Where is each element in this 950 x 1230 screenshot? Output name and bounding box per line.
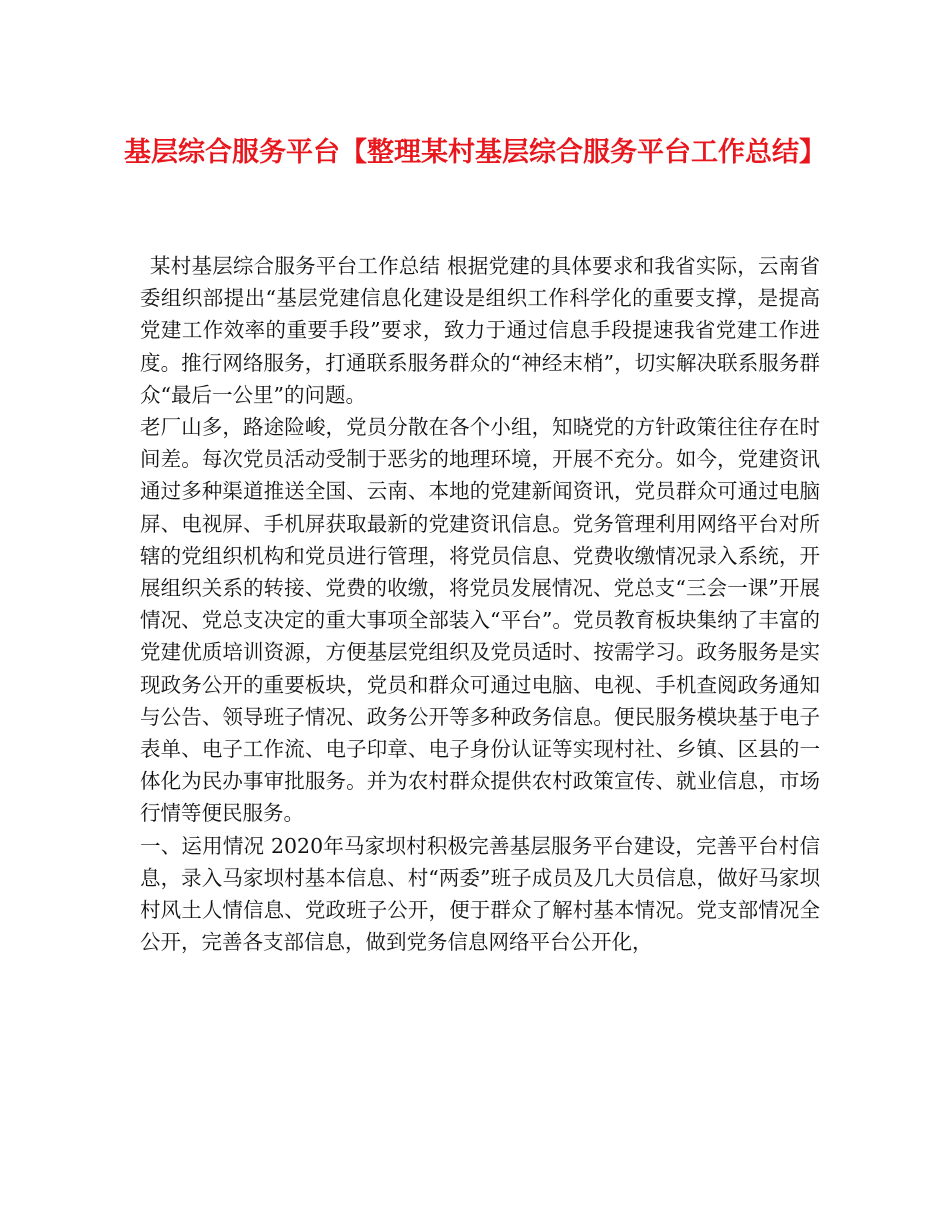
paragraph-laochang: 老厂山多，路途险峻，党员分散在各个小组，知晓党的方针政策往往存在时间差。每次党员活动受制于恶劣的地理环境，开展不充分。如今，党建资讯通过多种渠道推送全国、云南、本地的党建新闻资讯，党员群众可通过电脑屏、电视屏、手机屏获取最新的党建资讯信息。党务管理利用网络平台对所辖的党组织机构和党员进行管理，将党员信息、党费收缴情况录入系统，开展组织关系的转接、党费的收缴，将党员发展情况、党总支“三会一课”开展情况、党总支决定的重大事项全部装入“平台”。党员教育板块集纳了丰富的党建优质培训资源，方便基层党组织及党员适时、按需学习。政务服务是实现政务公开的重要板块，党员和群众可通过电脑、电视、手机查阅政务通知与公告、领导班子情况、政务公开等多种政务信息。便民服务模块基于电子表单、电子工作流、电子印章、电子身份认证等实现村社、乡镇、区县的一体化为民办事审批服务。并为农村群众提供农村政策宣传、就业信息，市场行情等便民服务。 (140, 415, 820, 826)
document-title: 基层综合服务平台【整理某村基层综合服务平台工作总结】 (124, 137, 826, 168)
document-body (140, 250, 820, 958)
paragraph-usage: 一、运用情况 2020年马家坝村积极完善基层服务平台建设，完善平台村信息，录入马家坝村基本信息、村“两委”班子成员及几大员信息，做好马家坝村风土人情信息、党政班子公开，便于群众了解村基本情况。党支部情况全公开，完善各支部信息，做到党务信息网络平台公开化， (140, 833, 820, 955)
paragraph-intro: 某村基层综合服务平台工作总结 根据党建的具体要求和我省实际，云南省委组织部提出“基层党建信息化建设是组织工作科学化的重要支撑，是提高党建工作效率的重要手段”要求，致力于通过信息手段提速我省党建工作进度。推行网络服务，打通联系服务群众的“神经末梢”，切实解决联系服务群众“最后一公里”的问题。 (140, 254, 820, 407)
